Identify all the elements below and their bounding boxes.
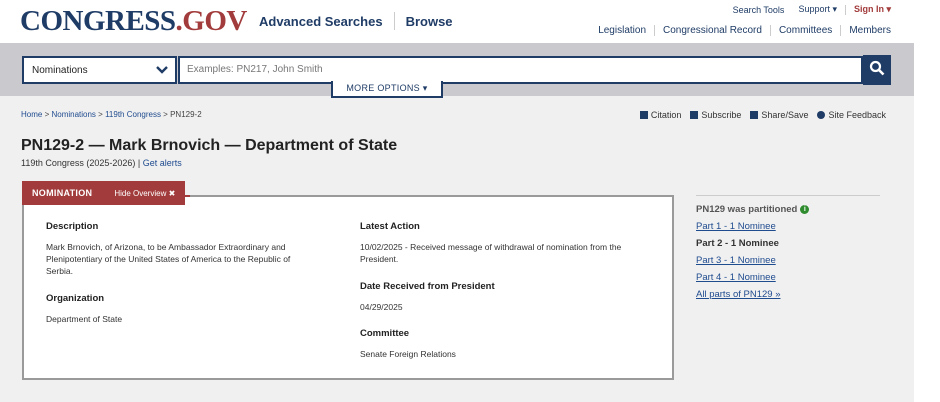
site-logo[interactable]: [20, 6, 247, 36]
subscribe-label: Subscribe: [701, 110, 742, 120]
nav-divider: [845, 5, 846, 15]
search-tools-link[interactable]: Search Tools: [732, 4, 785, 15]
nav-divider: [654, 25, 655, 36]
committee-label: Committee: [360, 328, 410, 339]
nav-divider: [394, 12, 395, 30]
site-feedback-button[interactable]: [817, 110, 886, 120]
sign-in-menu[interactable]: Sign In ▾: [853, 4, 891, 14]
partition-heading: [696, 204, 880, 215]
hide-overview-button[interactable]: Hide Overview ✖: [114, 188, 176, 198]
organization-label: Organization: [46, 293, 105, 304]
partition-current-part-2: Part 2 - 1 Nominee: [696, 238, 779, 249]
nav-divider: [770, 25, 771, 36]
chevron-down-icon: [155, 63, 169, 80]
breadcrumb-current: PN129-2: [170, 110, 202, 119]
latest-action-label: Latest Action: [360, 221, 420, 232]
breadcrumb-home[interactable]: Home: [21, 110, 43, 119]
feedback-label: Site Feedback: [828, 110, 886, 120]
date-received-value: 04/29/2025: [360, 302, 403, 312]
breadcrumb: Home > Nominations > 119th Congress > PN129-2: [21, 110, 202, 119]
partition-heading-text: PN129 was partitioned: [696, 204, 798, 215]
share-icon: [750, 111, 758, 119]
window-margin: [914, 0, 940, 402]
search-icon: [869, 60, 885, 81]
citation-label: Citation: [650, 110, 682, 120]
latest-action-text: 10/02/2025 - Received message of withdrawal of nomination from the President.: [360, 242, 622, 264]
nav-divider: [840, 25, 841, 36]
breadcrumb-congress[interactable]: 119th Congress: [105, 110, 161, 119]
comment-icon: [817, 111, 825, 119]
legislation-link[interactable]: Legislation: [598, 25, 646, 36]
citation-button[interactable]: [640, 110, 682, 120]
breadcrumb-nominations[interactable]: Nominations: [51, 110, 96, 119]
partition-link-part-1[interactable]: Part 1 - 1 Nominee: [696, 221, 776, 232]
utility-nav: [733, 4, 891, 15]
logo-text-gov: .GOV: [175, 5, 247, 37]
congressional-record-link[interactable]: Congressional Record: [663, 25, 762, 36]
share-label: Share/Save: [761, 110, 809, 120]
support-menu[interactable]: Support ▾: [798, 4, 837, 14]
partition-link-part-4[interactable]: Part 4 - 1 Nominee: [696, 272, 776, 283]
subscribe-icon: [690, 111, 698, 119]
description-text: Mark Brnovich, of Arizona, to be Ambassador Extraordinary and Plenipotentiary of the United States of America to the Republic of Serbia.: [46, 242, 291, 276]
info-icon[interactable]: i: [800, 205, 809, 214]
nomination-tab-label: NOMINATION: [32, 188, 93, 198]
nomination-tab: [22, 181, 185, 205]
date-received-label: Date Received from President: [360, 281, 495, 292]
search-button[interactable]: [863, 55, 891, 85]
main-nav: [259, 12, 453, 30]
page-title: PN129-2 — Mark Brnovich — Department of State: [21, 137, 398, 154]
secondary-nav: [598, 25, 891, 36]
committee-value: Senate Foreign Relations: [360, 349, 456, 359]
partition-sidebar: [696, 195, 880, 300]
overview-panel: [22, 195, 674, 380]
all-parts-link[interactable]: All parts of PN129 »: [696, 289, 781, 300]
search-input[interactable]: Examples: PN217, John Smith: [178, 56, 863, 84]
subscribe-button[interactable]: [690, 110, 741, 120]
citation-icon: [640, 111, 648, 119]
partition-link-part-3[interactable]: Part 3 - 1 Nominee: [696, 255, 776, 266]
more-options-button[interactable]: MORE OPTIONS ▾: [331, 81, 443, 98]
browse-link[interactable]: Browse: [405, 13, 453, 29]
get-alerts-link[interactable]: Get alerts: [142, 158, 182, 168]
logo-text-congress: CONGRESS: [20, 5, 176, 37]
page-tools: [631, 110, 886, 120]
share-save-button[interactable]: [750, 110, 808, 120]
site-header: [0, 0, 914, 43]
organization-value: Department of State: [46, 314, 123, 324]
collection-select-value: Nominations: [32, 65, 88, 76]
collection-select[interactable]: [22, 56, 177, 84]
congress-session: 119th Congress (2025-2026): [21, 158, 136, 168]
members-link[interactable]: Members: [849, 25, 891, 36]
committees-link[interactable]: Committees: [778, 25, 833, 36]
description-label: Description: [46, 221, 99, 232]
page-subtitle: 119th Congress (2025-2026) | Get alerts: [21, 158, 182, 168]
advanced-searches-link[interactable]: Advanced Searches: [259, 13, 383, 29]
search-band: [0, 43, 914, 96]
